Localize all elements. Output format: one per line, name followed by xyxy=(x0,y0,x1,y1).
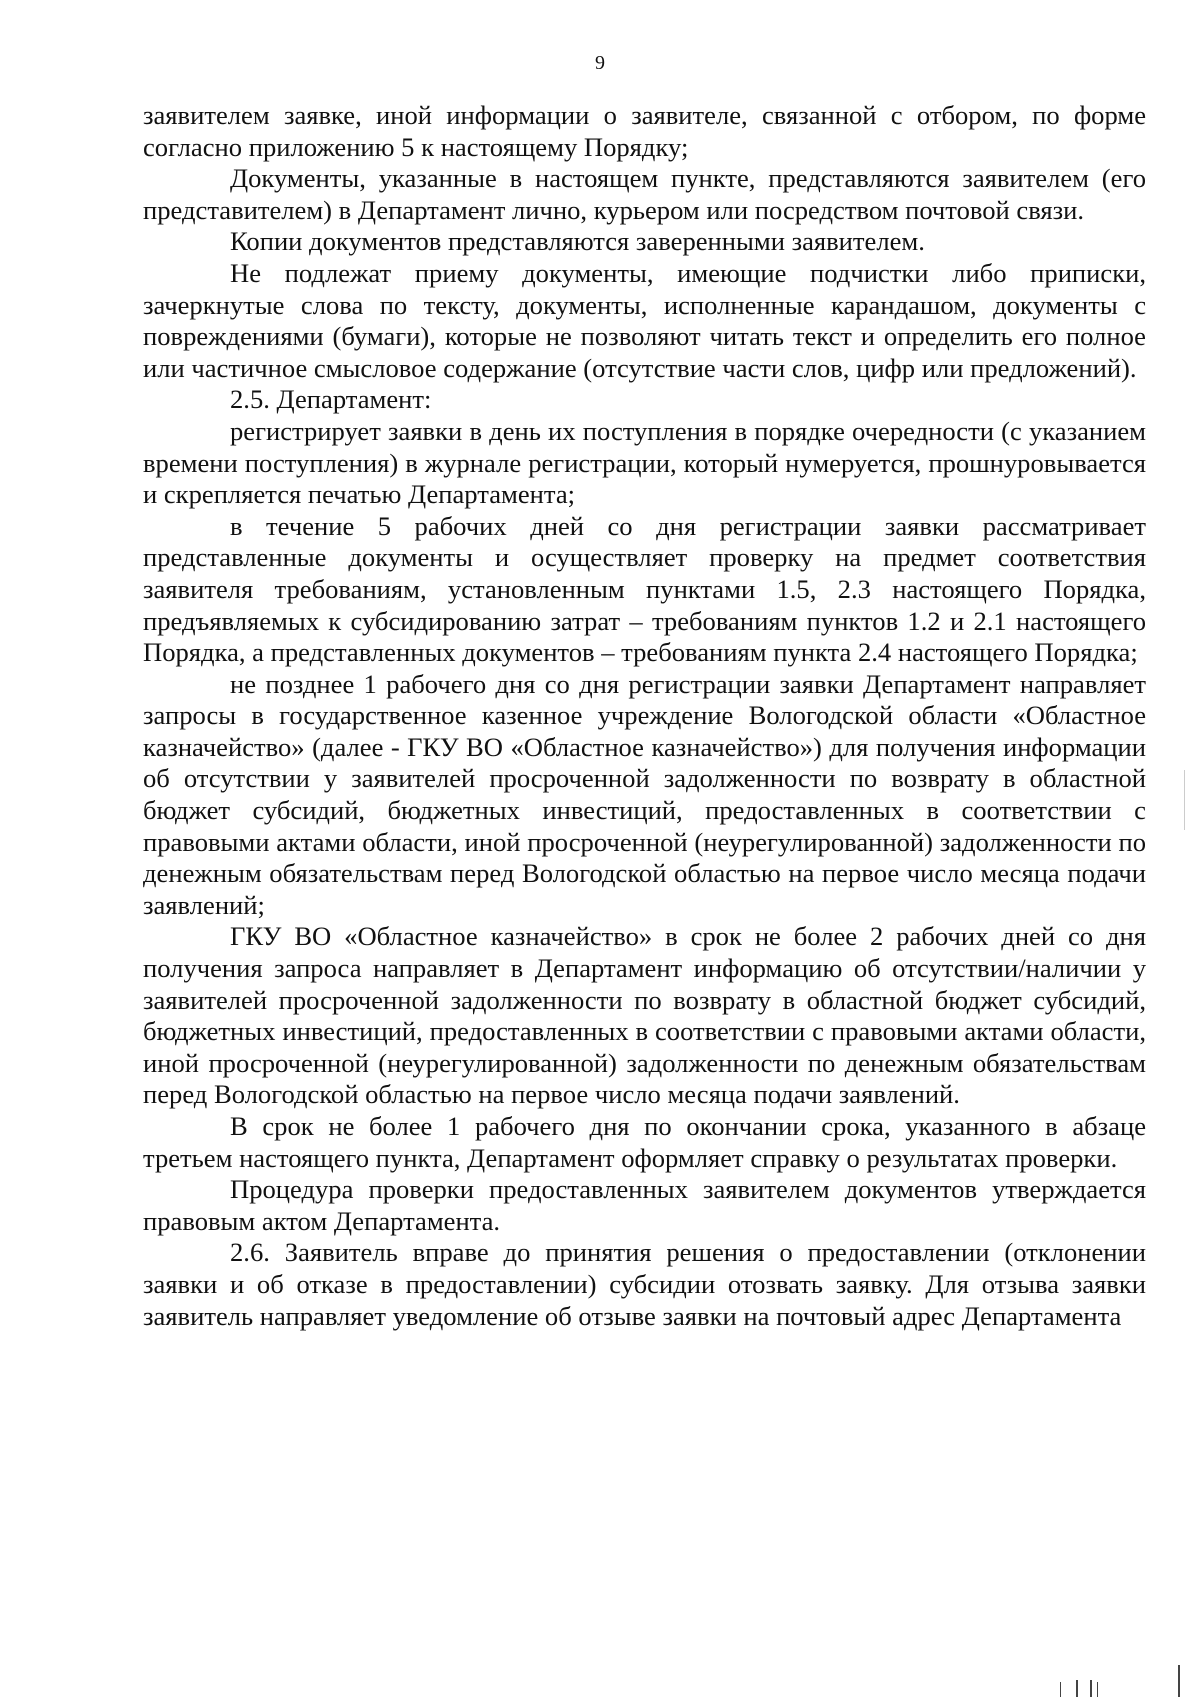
section-heading-2-5: 2.5. Департамент: xyxy=(230,384,432,415)
scan-edge-mark xyxy=(1076,1680,1078,1697)
paragraph-verification-procedure: Процедура проверки предоставленных заявителем документов утверждается правовым актом Департамента. xyxy=(143,1174,1146,1236)
paragraph-treasury-request: не позднее 1 рабочего дня со дня регистрации заявки Департамент направляет запросы в государственное казенное учреждение Вологодской области «Областное казначейство» (далее - ГКУ ВО «Областное казначейство») для получения информации об отсутствии у заявителей просроченной задолженности по возврату в областной бюджет субсидий, бюджетных инвестиций, предоставленных в соответствии с правовыми актами области, иной просроченной (неурегулированной) задолженности по денежным обязательствам перед Вологодской областью на первое число месяца подачи заявлений; xyxy=(143,668,1146,920)
scan-edge-mark xyxy=(1097,1682,1098,1697)
paragraph-application-withdrawal: 2.6. Заявитель вправе до принятия решения о предоставлении (отклонении заявки и об отказе в предоставлении) субсидии отозвать заявку. Для отзыва заявки заявитель направляет уведомление об отзыве заявки на почтовый адрес Департамента xyxy=(143,1237,1146,1331)
paragraph-verification-certificate: В срок не более 1 рабочего дня по окончании срока, указанного в абзаце третьем настоящего пункта, Департамент оформляет справку о результатах проверки. xyxy=(143,1111,1146,1173)
scan-edge-mark xyxy=(1090,1680,1092,1697)
paragraph-submission-method: Документы, указанные в настоящем пункте, представляются заявителем (его представителем) в Департамент лично, курьером или посредством почтовой связи. xyxy=(143,163,1146,225)
paragraph-copies-certified: Копии документов представляются заверенными заявителем. xyxy=(230,226,925,257)
scan-edge-mark xyxy=(1184,770,1185,830)
paragraph-review-period: в течение 5 рабочих дней со дня регистрации заявки рассматривает представленные документы и осуществляет проверку на предмет соответствия заявителя требованиям, установленным пунктами 1.5, 2.3 настоящего Порядка, предъявляемых к субсидированию затрат – требованиям пунктов 1.2 и 2.1 настоящего Порядка, а представленных документов – требованиям пункта 2.4 настоящего Порядка; xyxy=(143,510,1146,668)
scan-edge-mark xyxy=(1060,1682,1061,1697)
paragraph-treasury-response: ГКУ ВО «Областное казначейство» в срок не более 2 рабочих дней со дня получения запроса направляет в Департамент информацию об отсутствии/наличии у заявителей просроченной задолженности по возврату в областной бюджет субсидий, бюджетных инвестиций, предоставленных в соответствии с правовыми актами области, иной просроченной (неурегулированной) задолженности по денежным обязательствам перед Вологодской областью на первое число месяца подачи заявлений. xyxy=(143,921,1146,1110)
paragraph-continuation: заявителем заявке, иной информации о заявителе, связанной с отбором, по форме согласно приложению 5 к настоящему Порядку; xyxy=(143,100,1146,162)
scan-edge-mark xyxy=(1178,1665,1180,1697)
page-number: 9 xyxy=(595,52,605,74)
paragraph-registration: регистрирует заявки в день их поступления в порядке очередности (с указанием времени поступления) в журнале регистрации, который нумеруется, прошнуровывается и скрепляется печатью Департамента; xyxy=(143,415,1146,510)
paragraph-rejected-documents: Не подлежат приему документы, имеющие подчистки либо приписки, зачеркнутые слова по тексту, документы, исполненные карандашом, документы с повреждениями (бумаги), которые не позволяют читать текст и определить его полное или частичное смысловое содержание (отсутствие части слов, цифр или предложений). xyxy=(143,257,1146,383)
document-body xyxy=(143,100,1146,1332)
